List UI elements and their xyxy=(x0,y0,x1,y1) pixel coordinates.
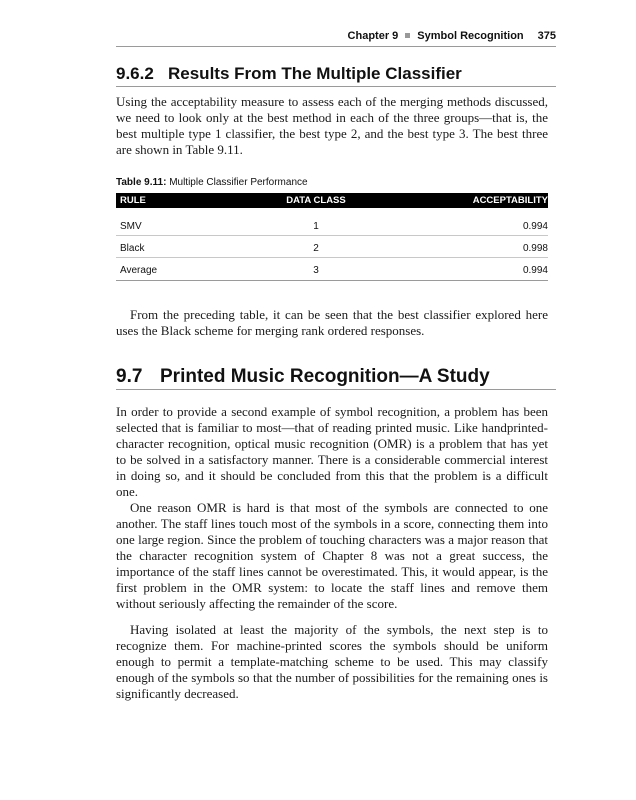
table-caption-text: Multiple Classifier Performance xyxy=(169,177,308,188)
cell-acceptability: 0.994 xyxy=(522,221,548,232)
section-title: Results From The Multiple Classifier xyxy=(168,64,462,83)
cell-acceptability: 0.994 xyxy=(522,265,548,276)
column-header-data-class: DATA CLASS xyxy=(286,195,346,206)
section-title: Printed Music Recognition—A Study xyxy=(160,366,490,387)
page-number: 375 xyxy=(537,30,556,42)
running-head-title: Symbol Recognition xyxy=(417,30,524,42)
table-row xyxy=(116,258,548,280)
table-row xyxy=(116,236,548,258)
cell-data-class: 3 xyxy=(313,265,319,276)
section-number: 9.7 xyxy=(116,366,143,387)
table-bottom-rule xyxy=(116,280,548,281)
running-head-chapter: Chapter 9 xyxy=(347,30,399,42)
column-header-rule: RULE xyxy=(120,195,146,206)
cell-rule: Average xyxy=(120,265,158,276)
section-number: 9.6.2 xyxy=(116,64,154,83)
body-paragraph: From the preceding table, it can be seen that the best classifier explored here uses the Black scheme for merging rank ordered responses. xyxy=(116,307,548,338)
body-paragraph: Using the acceptability measure to assess each of the merging methods discussed, we need to look only at the best method in each of the three groups—that is, the best multiple type 1 classifier, the best type 2, and the best type 3. The best three are shown in Table 9.11. xyxy=(116,94,548,157)
table-caption-label: Table 9.11: xyxy=(116,177,167,188)
body-paragraph: One reason OMR is hard is that most of the symbols are connected to one another. The staff lines touch most of the symbols in a score, connecting them into one large region. Since the problem of touching characters was a major reason that the character recognition system of Chapter 8 was not a great success, the importance of the staff lines cannot be overestimated. This, it would appear, is the first problem in the OMR system: to locate the staff lines and remove them without seriously affecting the remainder of the score. xyxy=(116,500,548,611)
header-divider xyxy=(116,46,556,47)
column-header-acceptability: ACCEPTABILITY xyxy=(472,195,548,206)
table-row xyxy=(116,214,548,236)
table-header-row xyxy=(116,193,548,208)
section-heading-9-6-2 xyxy=(116,64,556,88)
section-divider xyxy=(116,86,556,87)
cell-rule: SMV xyxy=(120,221,142,232)
running-head xyxy=(116,30,556,46)
cell-data-class: 1 xyxy=(313,221,319,232)
body-paragraph: Having isolated at least the majority of the symbols, the next step is to recognize them. For machine-printed scores the symbols should be uniform enough to permit a template-matching scheme to be used. This may classify enough of the symbols so that the number of possibilities for the remaining ones is significantly decreased. xyxy=(116,622,548,701)
body-paragraph: In order to provide a second example of symbol recognition, a problem has been selected that is familiar to most—that of reading printed music. Like handprinted-character recognition, optical music recognition (OMR) is a problem that has yet to be solved in a satisfactory manner. There is a considerable commercial interest in doing so, and it should be concluded from this that the problem is a difficult one. xyxy=(116,404,548,499)
square-bullet-icon xyxy=(405,33,410,38)
cell-rule: Black xyxy=(120,243,145,254)
section-divider xyxy=(116,389,556,390)
cell-acceptability: 0.998 xyxy=(522,243,548,254)
table-caption xyxy=(116,177,556,188)
cell-data-class: 2 xyxy=(313,243,319,254)
